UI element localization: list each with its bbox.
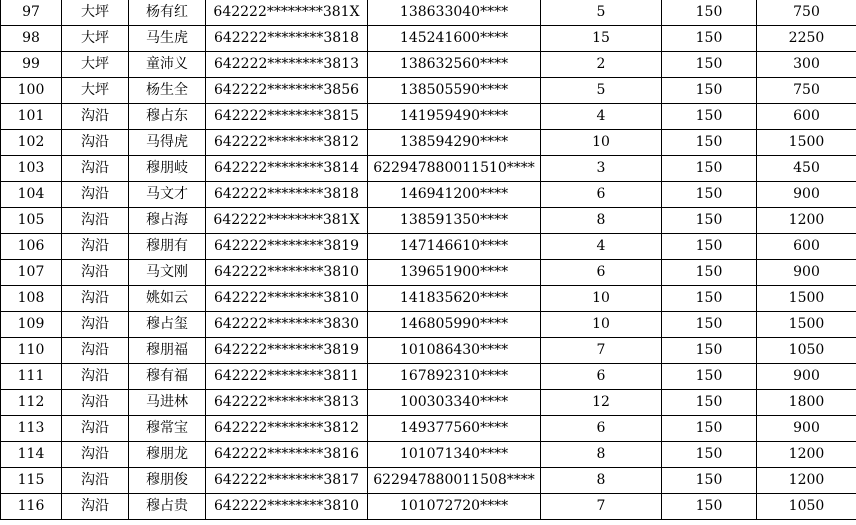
phone-cell: 138633040**** xyxy=(368,0,541,26)
amount-cell: 300 xyxy=(757,52,856,78)
phone-cell: 101086430**** xyxy=(368,338,541,364)
count-cell: 5 xyxy=(541,0,662,26)
amount-cell: 1200 xyxy=(757,208,856,234)
person-name-cell: 马文刚 xyxy=(129,260,206,286)
count-cell: 3 xyxy=(541,156,662,182)
row-number-cell: 104 xyxy=(1,182,62,208)
table-row xyxy=(1,338,856,364)
phone-cell: 147146610**** xyxy=(368,234,541,260)
amount-cell: 1500 xyxy=(757,130,856,156)
table-row xyxy=(1,364,856,390)
phone-cell: 145241600**** xyxy=(368,26,541,52)
person-name-cell: 穆有福 xyxy=(129,364,206,390)
count-cell: 10 xyxy=(541,312,662,338)
row-number-cell: 114 xyxy=(1,442,62,468)
standard-cell: 150 xyxy=(662,494,757,520)
phone-cell: 101071340**** xyxy=(368,442,541,468)
standard-cell: 150 xyxy=(662,52,757,78)
person-name-cell: 穆朋龙 xyxy=(129,442,206,468)
id-number-cell: 642222********3810 xyxy=(206,494,368,520)
amount-cell: 1500 xyxy=(757,286,856,312)
count-cell: 8 xyxy=(541,208,662,234)
id-number-cell: 642222********3812 xyxy=(206,130,368,156)
row-number-cell: 111 xyxy=(1,364,62,390)
amount-cell: 1500 xyxy=(757,312,856,338)
amount-cell: 1200 xyxy=(757,442,856,468)
row-number-cell: 99 xyxy=(1,52,62,78)
phone-cell: 138594290**** xyxy=(368,130,541,156)
count-cell: 15 xyxy=(541,26,662,52)
table-row xyxy=(1,26,856,52)
village-cell: 沟沿 xyxy=(62,208,129,234)
row-number-cell: 112 xyxy=(1,390,62,416)
table-row xyxy=(1,416,856,442)
standard-cell: 150 xyxy=(662,0,757,26)
count-cell: 4 xyxy=(541,104,662,130)
amount-cell: 1800 xyxy=(757,390,856,416)
phone-cell: 138591350**** xyxy=(368,208,541,234)
person-name-cell: 马得虎 xyxy=(129,130,206,156)
amount-cell: 1050 xyxy=(757,338,856,364)
count-cell: 8 xyxy=(541,442,662,468)
row-number-cell: 100 xyxy=(1,78,62,104)
table-row xyxy=(1,260,856,286)
phone-cell: 146805990**** xyxy=(368,312,541,338)
standard-cell: 150 xyxy=(662,104,757,130)
village-cell: 沟沿 xyxy=(62,182,129,208)
row-number-cell: 116 xyxy=(1,494,62,520)
person-name-cell: 马文才 xyxy=(129,182,206,208)
person-name-cell: 穆占海 xyxy=(129,208,206,234)
village-cell: 沟沿 xyxy=(62,390,129,416)
id-number-cell: 642222********3830 xyxy=(206,312,368,338)
id-number-cell: 642222********381X xyxy=(206,0,368,26)
person-name-cell: 杨生全 xyxy=(129,78,206,104)
standard-cell: 150 xyxy=(662,338,757,364)
village-cell: 大坪 xyxy=(62,0,129,26)
standard-cell: 150 xyxy=(662,390,757,416)
id-number-cell: 642222********3813 xyxy=(206,52,368,78)
table-row xyxy=(1,208,856,234)
table-row xyxy=(1,468,856,494)
amount-cell: 1200 xyxy=(757,468,856,494)
person-name-cell: 穆占东 xyxy=(129,104,206,130)
table-row xyxy=(1,234,856,260)
count-cell: 10 xyxy=(541,130,662,156)
person-name-cell: 杨有红 xyxy=(129,0,206,26)
row-number-cell: 102 xyxy=(1,130,62,156)
count-cell: 6 xyxy=(541,364,662,390)
phone-cell: 139651900**** xyxy=(368,260,541,286)
standard-cell: 150 xyxy=(662,416,757,442)
id-number-cell: 642222********381X xyxy=(206,208,368,234)
person-name-cell: 穆占贵 xyxy=(129,494,206,520)
person-name-cell: 姚如云 xyxy=(129,286,206,312)
amount-cell: 900 xyxy=(757,416,856,442)
table-row xyxy=(1,390,856,416)
village-cell: 大坪 xyxy=(62,26,129,52)
standard-cell: 150 xyxy=(662,156,757,182)
phone-cell: 167892310**** xyxy=(368,364,541,390)
table-row xyxy=(1,312,856,338)
amount-cell: 750 xyxy=(757,0,856,26)
count-cell: 10 xyxy=(541,286,662,312)
standard-cell: 150 xyxy=(662,286,757,312)
amount-cell: 600 xyxy=(757,234,856,260)
id-number-cell: 642222********3856 xyxy=(206,78,368,104)
phone-cell: 141835620**** xyxy=(368,286,541,312)
row-number-cell: 101 xyxy=(1,104,62,130)
amount-cell: 450 xyxy=(757,156,856,182)
person-name-cell: 马进林 xyxy=(129,390,206,416)
village-cell: 大坪 xyxy=(62,78,129,104)
phone-cell: 100303340**** xyxy=(368,390,541,416)
count-cell: 4 xyxy=(541,234,662,260)
row-number-cell: 113 xyxy=(1,416,62,442)
person-name-cell: 马生虎 xyxy=(129,26,206,52)
phone-cell: 622947880011510**** xyxy=(368,156,541,182)
id-number-cell: 642222********3812 xyxy=(206,416,368,442)
count-cell: 12 xyxy=(541,390,662,416)
roster-body xyxy=(1,0,856,520)
person-name-cell: 穆朋岐 xyxy=(129,156,206,182)
person-name-cell: 穆朋俊 xyxy=(129,468,206,494)
person-name-cell: 童沛义 xyxy=(129,52,206,78)
row-number-cell: 105 xyxy=(1,208,62,234)
standard-cell: 150 xyxy=(662,182,757,208)
standard-cell: 150 xyxy=(662,442,757,468)
village-cell: 沟沿 xyxy=(62,468,129,494)
standard-cell: 150 xyxy=(662,78,757,104)
village-cell: 沟沿 xyxy=(62,312,129,338)
village-cell: 沟沿 xyxy=(62,364,129,390)
person-name-cell: 穆朋福 xyxy=(129,338,206,364)
village-cell: 沟沿 xyxy=(62,416,129,442)
table-row xyxy=(1,286,856,312)
row-number-cell: 98 xyxy=(1,26,62,52)
standard-cell: 150 xyxy=(662,312,757,338)
person-name-cell: 穆朋有 xyxy=(129,234,206,260)
table-row xyxy=(1,78,856,104)
count-cell: 6 xyxy=(541,260,662,286)
phone-cell: 149377560**** xyxy=(368,416,541,442)
standard-cell: 150 xyxy=(662,260,757,286)
standard-cell: 150 xyxy=(662,234,757,260)
id-number-cell: 642222********3817 xyxy=(206,468,368,494)
phone-cell: 141959490**** xyxy=(368,104,541,130)
count-cell: 5 xyxy=(541,78,662,104)
phone-cell: 138505590**** xyxy=(368,78,541,104)
table-row xyxy=(1,494,856,520)
village-cell: 沟沿 xyxy=(62,156,129,182)
person-name-cell: 穆常宝 xyxy=(129,416,206,442)
table-row xyxy=(1,104,856,130)
table-row xyxy=(1,130,856,156)
id-number-cell: 642222********3818 xyxy=(206,26,368,52)
standard-cell: 150 xyxy=(662,130,757,156)
amount-cell: 900 xyxy=(757,260,856,286)
id-number-cell: 642222********3810 xyxy=(206,286,368,312)
village-cell: 沟沿 xyxy=(62,286,129,312)
standard-cell: 150 xyxy=(662,208,757,234)
village-cell: 沟沿 xyxy=(62,494,129,520)
village-cell: 沟沿 xyxy=(62,104,129,130)
standard-cell: 150 xyxy=(662,26,757,52)
row-number-cell: 103 xyxy=(1,156,62,182)
row-number-cell: 108 xyxy=(1,286,62,312)
row-number-cell: 107 xyxy=(1,260,62,286)
table-row xyxy=(1,182,856,208)
id-number-cell: 642222********3814 xyxy=(206,156,368,182)
standard-cell: 150 xyxy=(662,468,757,494)
id-number-cell: 642222********3811 xyxy=(206,364,368,390)
id-number-cell: 642222********3816 xyxy=(206,442,368,468)
id-number-cell: 642222********3810 xyxy=(206,260,368,286)
row-number-cell: 115 xyxy=(1,468,62,494)
village-cell: 大坪 xyxy=(62,52,129,78)
phone-cell: 622947880011508**** xyxy=(368,468,541,494)
count-cell: 2 xyxy=(541,52,662,78)
phone-cell: 138632560**** xyxy=(368,52,541,78)
person-name-cell: 穆占玺 xyxy=(129,312,206,338)
table-row xyxy=(1,52,856,78)
count-cell: 6 xyxy=(541,416,662,442)
village-cell: 沟沿 xyxy=(62,260,129,286)
table-row xyxy=(1,442,856,468)
amount-cell: 900 xyxy=(757,182,856,208)
id-number-cell: 642222********3815 xyxy=(206,104,368,130)
count-cell: 7 xyxy=(541,338,662,364)
id-number-cell: 642222********3819 xyxy=(206,338,368,364)
phone-cell: 101072720**** xyxy=(368,494,541,520)
table-row xyxy=(1,0,856,26)
row-number-cell: 110 xyxy=(1,338,62,364)
amount-cell: 750 xyxy=(757,78,856,104)
amount-cell: 900 xyxy=(757,364,856,390)
village-cell: 沟沿 xyxy=(62,130,129,156)
row-number-cell: 109 xyxy=(1,312,62,338)
amount-cell: 2250 xyxy=(757,26,856,52)
standard-cell: 150 xyxy=(662,364,757,390)
amount-cell: 1050 xyxy=(757,494,856,520)
village-cell: 沟沿 xyxy=(62,234,129,260)
count-cell: 7 xyxy=(541,494,662,520)
amount-cell: 600 xyxy=(757,104,856,130)
village-cell: 沟沿 xyxy=(62,442,129,468)
id-number-cell: 642222********3813 xyxy=(206,390,368,416)
count-cell: 6 xyxy=(541,182,662,208)
village-cell: 沟沿 xyxy=(62,338,129,364)
table-row xyxy=(1,156,856,182)
id-number-cell: 642222********3819 xyxy=(206,234,368,260)
row-number-cell: 97 xyxy=(1,0,62,26)
phone-cell: 146941200**** xyxy=(368,182,541,208)
id-number-cell: 642222********3818 xyxy=(206,182,368,208)
row-number-cell: 106 xyxy=(1,234,62,260)
count-cell: 8 xyxy=(541,468,662,494)
